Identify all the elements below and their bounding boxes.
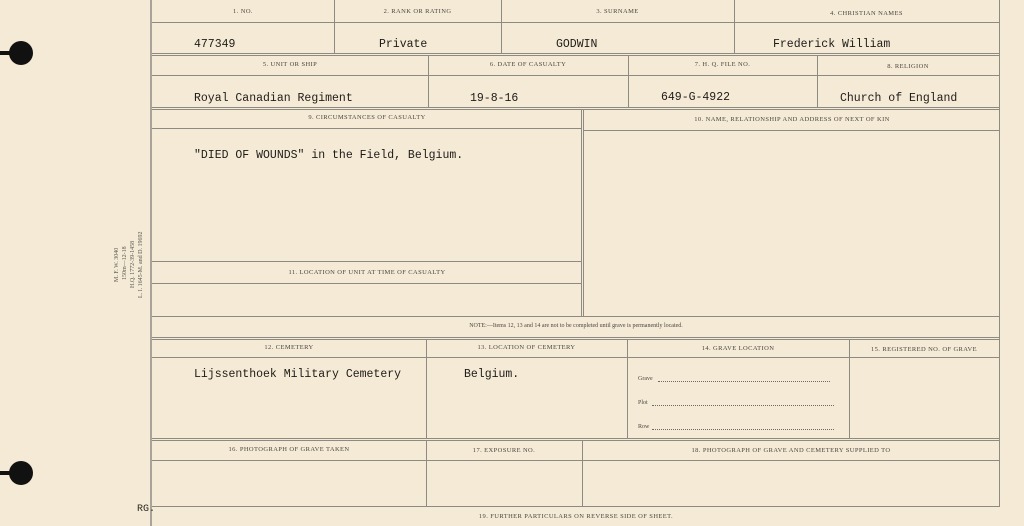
value-surname: GODWIN	[556, 38, 598, 51]
label-grave-location: 14. GRAVE LOCATION	[701, 345, 775, 352]
label-no: 1. NO.	[233, 8, 253, 15]
side-text-3: H.Q. 1772-39-1458	[130, 240, 136, 288]
plot-field-label: Plot	[638, 400, 648, 406]
label-religion: 8. RELIGION	[887, 63, 929, 70]
value-date: 19-8-16	[470, 92, 519, 105]
label-photo-supplied: 18. PHOTOGRAPH OF GRAVE AND CEMETERY SUPPLIED TO	[691, 447, 891, 454]
label-photo-taken: 16. PHOTOGRAPH OF GRAVE TAKEN	[228, 446, 350, 453]
value-rank: Private	[379, 38, 428, 51]
value-religion: Church of England	[840, 92, 958, 105]
row-field-line	[652, 429, 834, 430]
grave-field-label: Grave	[638, 376, 653, 382]
label-unit: 5. UNIT OR SHIP	[262, 61, 318, 68]
label-registered-no: 15. REGISTERED NO. OF GRAVE	[870, 346, 978, 353]
side-text-1: M. F. W. 3040	[114, 247, 120, 282]
note-text: NOTE:—Items 12, 13 and 14 are not to be completed until grave is permanently located.	[469, 323, 683, 329]
label-cemetery: 12. CEMETERY	[264, 344, 314, 351]
value-circumstances: "DIED OF WOUNDS" in the Field, Belgium.	[194, 149, 464, 162]
label-circumstances: 9. CIRCUMSTANCES OF CASUALTY	[308, 114, 426, 121]
plot-field-line	[652, 405, 834, 406]
punch-hole-top	[9, 41, 33, 65]
label-rank: 2. RANK OR RATING	[383, 8, 452, 15]
label-exposure-no: 17. EXPOSURE NO.	[472, 447, 536, 454]
row-field-label: Row	[638, 424, 650, 430]
value-unit: Royal Canadian Regiment	[194, 92, 353, 105]
label-next-of-kin: 10. NAME, RELATIONSHIP AND ADDRESS OF NEXT OF KIN	[694, 116, 890, 123]
label-location-unit: 11. LOCATION OF UNIT AT TIME OF CASUALTY	[288, 269, 446, 276]
grave-field-line	[658, 381, 830, 382]
side-text-4: L. I. 1645-M. and D. 19692	[138, 231, 144, 298]
rg-stamp: RG.	[137, 504, 156, 515]
value-no: 477349	[194, 38, 236, 51]
value-cemetery-location: Belgium.	[464, 368, 520, 381]
label-date: 6. DATE OF CASUALTY	[489, 61, 567, 68]
value-cemetery: Lijssenthoek Military Cemetery	[194, 368, 402, 381]
side-text-2: 150m—12-18	[122, 246, 128, 280]
footer-text: 19. FURTHER PARTICULARS ON REVERSE SIDE OF SHEET.	[478, 513, 674, 520]
label-location-cemetery: 13. LOCATION OF CEMETERY	[477, 344, 576, 351]
value-hq-file: 649-G-4922	[661, 91, 731, 104]
label-christian-names: 4. CHRISTIAN NAMES	[830, 10, 903, 17]
label-surname: 3. SURNAME	[596, 8, 639, 15]
value-christian-names: Frederick William	[773, 38, 891, 51]
label-hq-file: 7. H. Q. FILE NO.	[694, 61, 751, 68]
punch-hole-bottom	[9, 461, 33, 485]
